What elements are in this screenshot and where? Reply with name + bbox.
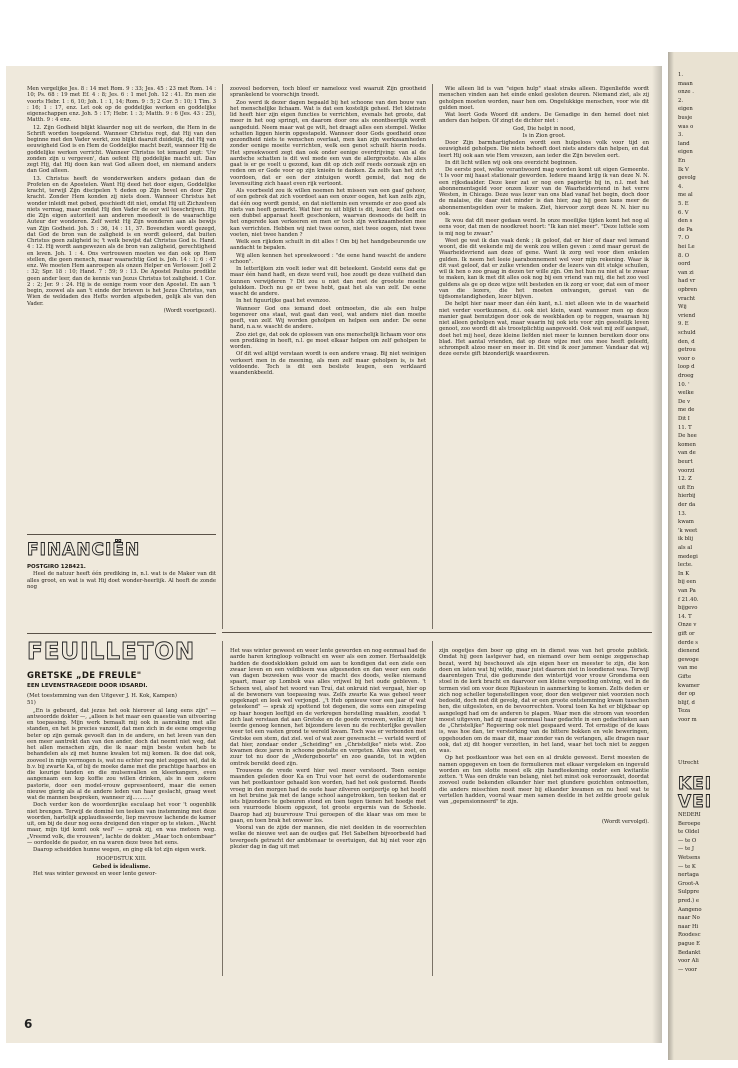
adjacent-line: Sulppre xyxy=(678,889,700,896)
col2-paragraph-4: Wij allen kennen het spreekwoord : "de eene hand wascht de andere schoon". xyxy=(230,252,426,265)
col1-paragraph-2: 12. Zijn Godheid blijkt klaarder nog uit de werken, die Hem in de Schrift worden toegekend. Wanneer Christus regt, dat Hij van den beginne met den Vader werkt, zoo blijkt daaruit duidelijk, dat Hij van eeuwigheid God is en Hem de Goddelijke macht bezit, wanneer Hij de goddelijke werken verricht. Wanneer Christus tot iemand zegt: 'Uw zonden zijn u vergeven', dan oefent Hij goddelijke macht uit. Dan zegt Hij, dat Hij doen kan wat God alleen doet, en niemand anders dan God alleen. xyxy=(27,124,216,175)
adjacent-line: onze . xyxy=(678,89,694,96)
feuilleton-column-2 xyxy=(230,648,426,851)
adjacent-page xyxy=(668,52,738,1060)
adjacent-line: Teza xyxy=(678,708,691,715)
adjacent-line: voor m xyxy=(678,717,697,723)
adjacent-line: als al xyxy=(678,545,693,551)
adjacent-line: opbren xyxy=(678,287,698,293)
adjacent-line: pague E xyxy=(678,941,701,947)
adjacent-line: lecte. xyxy=(678,562,693,569)
col3-paragraph-2: Wat leert Gods Woord dit anders. De Genadige in den hemel doet niet anders dan helpen. Of zingt de dichter niet : xyxy=(439,112,649,125)
feuilleton-top-rule xyxy=(222,632,652,633)
feuilleton-paragraph-2: Doch verder kon de woordenrijke esculaap het voor 't oogenblik niet brengen. Terwijl de dominé ten teeken van instemming met deze woorden, hartelijk applaudisseerde, liep mevrouw lachende de kamer uit, om bij de deur nog eens dreigend den vinger op te steken. „Wacht maar, mijn tijd komt ook wel" — sprak zij, en was meteen weg. „Vreemd volk, die vrouwen", lachte de dokter. „Maar toch ontembaar" — oordeelde de pastor, en na waren deze twee het eens. xyxy=(27,802,216,846)
adjacent-line: voor o xyxy=(678,355,695,362)
feuilleton-paragraph-1: „En is gebeurd, dat jezus het ook hierover al lang eens zijn" — antwoordde dokter —, „alleen is het maar een quaestie van uitvoering en toepassing. Mijn werk bemaalt mij ook in aanraking met alle standen, en het is precies vanzelf, dat men zich in de eene omgeving beter op zijn gemak gevoelt dan in de andere, en het leven van den een meer aantrekt dan van den ander, doch dat neemt niet weg, dat het allen menschen zijn, die ik naar mijn beste weten heb te behandelen als zij met hunne kwalen tot mij komen. Ik doe dat ook, zooveel in mijn vermogen is, wat nu echter nog niet zeggen wil, dat ik b.v. bij zwarte Ka, of bij de moeke dame met die prachtige haarbos en die keurige tanden en die mulsenvallen en kleerkangers, even aangenaam een kop koffie zou willen drinken, als in een zekere pastorie, door een model-vrouw gepresenteerd, maar die eenen nieuwe gierig als al de andere leden van haar geslacht, graag weet wat de mannen bespreken, wanneer zij..........." xyxy=(27,707,216,801)
adjacent-line: NEDERI xyxy=(678,812,701,818)
adjacent-line: Bedankt xyxy=(678,949,701,956)
feuilleton-column-3 xyxy=(439,648,649,827)
adjacent-line: Dit I xyxy=(678,416,690,422)
feuilleton-heading: FEUILLETON xyxy=(27,639,196,665)
column-rule-4 xyxy=(432,641,433,976)
adjacent-line: naar Hi xyxy=(678,923,699,930)
feuilleton-paragraph-3: Daarop scheidden hunne wegen, en ging elk tot zijn eigen werk. xyxy=(33,847,207,853)
adjacent-line: 14. T xyxy=(678,613,692,620)
adjacent-line: naar No xyxy=(678,915,700,922)
adjacent-line: — te O xyxy=(678,837,697,844)
adjacent-line: kwam xyxy=(678,519,694,526)
col2-paragraph-7: Wanneer God ons iemand doet ontmoeten, die als een hulpe tegenover ons staat, wat gaat dan veel, wat anders niet dan moeite geeft, van zelf. Wij worden geholpen en helpen een ander. De eene hand, n.a.w. wascht de andere. xyxy=(230,305,426,331)
adjacent-line: vracht xyxy=(678,295,696,302)
page-number: 6 xyxy=(24,1017,33,1031)
adjacent-line: 12. Z xyxy=(678,476,692,483)
newspaper-page xyxy=(6,66,662,1043)
adjacent-utrecht: Utrecht xyxy=(678,760,699,766)
adjacent-line: 9. E xyxy=(678,321,689,328)
adjacent-line: 7. O xyxy=(678,235,690,242)
col2-paragraph-8: Zoo ziet ge, dat ook de oplossen van ons menschelijk lichaam voor ons een prediking in heeft, n.l. ge moet elkaar helpen om zelf geholpen te worden. xyxy=(230,331,426,350)
adjacent-line: van me xyxy=(678,665,698,672)
adjacent-line: Groot-A xyxy=(678,880,699,887)
verse-line-2: Is in Zion groot. xyxy=(522,132,566,139)
adjacent-line: oord xyxy=(678,261,691,268)
adjacent-line: voorzi xyxy=(678,467,695,474)
section-rule-finance xyxy=(27,534,216,535)
col3-paragraph-5: De eerste post, welke verantwoord mag worden komt uit eigen Gemeente. 't Is voor mij haast stationair geworden. Iedere maand krijg ik van deze N. N. een rijksdaalder. Deze keer zat er nog een papiertje bij in, n.l. met het abonnementsgeld voor onzen lezer van de Waarheidsvriend in het verre Westen, in Chicago. Deze was lezer van ons blad vanaf het begin, doch door de malaise, die daar niet minder is dan hier, zag hij geen kans meer de abonnementsgelden over te maken. Ziet, hiervoor zorgt deze N. N. hier nu ook. xyxy=(439,167,649,217)
adjacent-line: schuld xyxy=(678,330,696,336)
adjacent-heading-2: VEI xyxy=(678,792,713,812)
adjacent-line: bij een xyxy=(678,579,697,586)
adjacent-line: medegi xyxy=(678,553,698,560)
adjacent-line: 'k weet xyxy=(678,527,698,534)
adjacent-line: Aangeno xyxy=(678,906,702,913)
adjacent-line: eigen xyxy=(678,149,693,156)
story-subtitle: EEN LEVENSTRAGEDIE DOOR IDSARDI. xyxy=(27,683,148,689)
adjacent-line: In K xyxy=(678,570,690,577)
column-rule-2 xyxy=(432,84,433,629)
adjacent-line: Gifte xyxy=(678,674,692,680)
adjacent-line: 3. xyxy=(678,132,684,139)
adjacent-line: der op xyxy=(678,691,696,698)
col2-paragraph-5: In letterlijken zin voelt ieder wat dit beteekent. Gesteld eens dat ge maar één hand hadt, en deze werd vuil, hoe zoudt ge deze vuilheid dan kunnen verwijderen ? Dit zou u niet dan met de grootste moeite gelukken. Doch nu ge er twee hebt, gaat het als van zelf. De eene wascht de andere. xyxy=(230,266,426,297)
adjacent-line: getrou xyxy=(678,347,696,354)
adjacent-line: 8. O xyxy=(678,252,690,259)
feuilleton-col3-paragraph-1: zijn oogetjes den boer op ging en in dienst was van het groote publiek. Omdat hij geen lastgever had, en niemand over hem eenige zeggenschap bezat, werd hij beschouwd als zijn eigen heer en meester te zijn, die kon doen en laten wat hij wilde, maar juist daarom niet in loondienst was. Terwijl daarentegen Truí, die gedurende den wintertijd voor vrouw Grondsma een stoel in de kerk bracht en daarvoor een kleine vergoeding ontving, wel in de termen viel om voor deze Rijkssteun in aanmerking te komen. Zelfs deden er zich nog scheller tegenstellingen voor, door den wetgever niet voorzien noch bedoeld, doch met dit gevolg, dat er een groote ontstemming kwam tusschen hen, die uitgesloten, en de bevoorrechten. Vooral toen Ka het er blijkbaar op aangelegd had om de anderen te plagen. Waar men die stroom van woorden moest uitgeven, had zij maar eenmaal haar gedachte in een gedachteken aan de „Christelijke" Regeering ook niet gespaard werd. Tot ernstige of de kaas is, was hoe dan, ter versterking van de bittere bokken en vele beweringen, opgehouden om de maar dit, maar zonder van de verlangen, alle dragen naar ook, dat zij dit hooger verzetten, in het land, waar het toch niet te zeggen was. xyxy=(439,648,649,754)
col1-paragraph-3: 13. Christus heeft de wonderwerken anders gedaan dan de Profeten en de Apostelen. Want Hij deed het door eigen, Goddelijke kracht, terwijl Zijn discipelen 't deden op Zijn bevel en door Zijn kracht. Zonder Hem konden zij niets doen. Wanneer Christus het wonder inleidt met gebed, geschiedt dit niet, omdat Hij uit Zichzelven niets vermag, maar omdat Hij den Vader de eer wil toeschrijven. Hij die Zijn eigen autoriteit aan anderen meedeelt is de waarachtige Auteur der wonderen. Zelf werkt Hij Zijn wonderen aan als bewijs van Zijn Godheid. Joh. 5 : 36, 14 : 11, 37. Bovendien wordt gezegd, dat God de bron van de zaligheid is en wordt geleerd, dat buiten Christus geen zaligheid is; 't welk bewijst dat Christus God is. Hand. 4 : 12. Hij wordt aangewezen als de bron van zaligheid, gerechtigheid en leven. Joh. 1 : 4. Ons vertrouwen moeten we dan ook op Hem stellen, die geen mensch, maar waarachtig God is. Joh. 14 : 1; 6 : 47 enz. We moeten Hem aanroepen als onzen Helper en Verlosser. Joël 2 : 32; Spr. 18 : 10; Hand. 7 : 59; 9 : 13. De Apostel Paulus predikte geen ander leer, dan de kennis van Jezus Christus tot zaligheid. 1 Cor. 2 : 2; Jer. 9 : 24. Hij is de eenige roem voor den Apostel. En aan 't begin, zoowel als aan 't einde der brieven is het Jezus Christus, van Wien de weldaden des Hefts worden afgebeden, gelijk als van den Vader. xyxy=(27,175,216,307)
adjacent-line: 5. E xyxy=(678,201,689,207)
adjacent-line: Wetsens xyxy=(678,855,701,861)
col3-paragraph-4: In dit licht willen wij ook ons overzicht beginnen. xyxy=(445,159,578,166)
adjacent-line: De hee xyxy=(678,433,697,440)
adjacent-line: me al xyxy=(678,192,693,199)
col1-paragraph-1: Men vergelijke Jes. 8 : 14 met Rom. 9 : 33; Jes. 45 : 23 met Rom. 14 : 10; Ps. 68 : 19 met Ef. 4 : 8; Jes. 6 : 1 met Joh. 12 : 41. En men zie voorts Hebr. 1 : 6, 10; Joh. 1 : 1, 14; Rom. 9 : 5; 2 Cor. 5 : 10; 1 Tim. 3 : 16; 1 : 17, enz. Let ook op de goddelijke werken en goddelijke eigenschappen enz. Joh. 5 : 17; Hebr. 1 : 3; Matth. 9 : 6 (Jes. 43 : 25), Matth. 9 : 4 enz. xyxy=(27,86,216,124)
adjacent-line: de Pa xyxy=(678,226,693,233)
adjacent-line: 6. V xyxy=(678,209,689,216)
adjacent-line: gewoge xyxy=(678,656,699,663)
col3-paragraph-7: Weet ge wat ik dan vaak denk ; ik geloof, dat er hier of daar wel iemand woont, die dit wekende mij de wenk zou willen geven : zend maar gerust de Waarheidsvriend aan deze of gene. Want ik zorg wel voor dien enkelen gulden. Ik neem het leeie jaarabonnement wel voor mijn rekening. Waar ik dit vast geloof, dat er zulke vrienden onder de lezers van dit stukje schuilen, wil ik hen o zoo graag in dezen ter wille zijn. Om het hun nu niet al te zwaar te maken, kan ik met dit alles ook nog bij een vriend van mij, die het zoo veel guldens als ge op deze wijze wilt besteden en ik zorg er voor, dat een of meer van die lezers, die het moeten ontvangen, gerust van de tijdsomstandigheden, lezer blijven. xyxy=(439,237,649,300)
adjacent-line: — te K xyxy=(678,863,696,870)
column-rule-1 xyxy=(222,84,223,629)
adjacent-line: maan xyxy=(678,80,693,87)
column-rule-3 xyxy=(222,641,223,976)
adjacent-line: van zi xyxy=(678,269,694,276)
continued-note: (Wordt vervolgd). xyxy=(601,819,649,826)
adjacent-line: land xyxy=(678,140,690,147)
finance-heading: FINANCIËN xyxy=(27,540,141,560)
col2-paragraph-6: In het figuurlijke gaat het evenzoo. xyxy=(236,298,331,305)
adjacent-line: welke xyxy=(678,390,694,397)
adjacent-line: — te J xyxy=(678,846,695,853)
adjacent-line: gevolg xyxy=(678,175,696,182)
adjacent-line: vriend xyxy=(678,312,696,319)
adjacent-line: kwamer xyxy=(678,682,700,689)
col2-paragraph-3: Als voorbeeld zou ik willen noemen het missen van een gaaf gehoor, of een gebrek dat zich voordoet aan een onzer oogen, het kan zelfs zijn, dat één oog wordt gemist, en dat niettemin een vreemde er zoo goed als niets van heeft gemerkt. Wat hier nu uit blijkt is dit, lezer, dat God ons een dubbel apparaat heeft geschonken, waarvan desnoods de helft in het ongerede kan verkeeren en men er toch zijn werkzaamheden mee kan verrichten. Hebben wij niet twee ooren, niet twee oogen, niet twee voeten, niet twee handen ? xyxy=(230,188,426,238)
feuilleton-paragraph-4: Het was winter geweest en weer lente geworden en nog eenmaal had de aarde haren kringloop volbracht en weer als een zomer. Herhaaldelijk hadden de doodsklokken geluid om aan te kondigen dat een ziele een zwaar leven en een veldbloem was afgesneden en dan weer een oude van dagen bezweken was voor de macht des doods, welke niemand spaart, maar op Lombok was alles vrijwel bij het oude gebleven. 't Scheen wel, alsof het woord van Truí, dat onkruid niet vergaat, hier op al de bewoners van toepassing was. Zelfs zwarte Ka was geheel weer opgeknapt en leek wel verjongd. „'t Heb opnieuw voor een jaar of wat geteekend" — sprak zij spottend tot degenen, die soms een zinspeling op haar hoogen leeftijd en de verkregen herstelling maakten, zoodat 't zich laat verstaan dat aan Gretske en de goede vrouwen, welke zij hier leerde genoeg kennen, het bijzondere leven nu de rechterlijke gevallen weer tot een vasten grond te wereld kwam. Toch was er verbonden met Gretske een stem, dat ziel. wel of wat zeer gewenscht — verteld werd of dat hier, zondaar onder „Scheiding" en „Christelijke" niets wist. Zoo kwamen deze jaren in schoone gestalte en vergeten. Alles was zoet, en zuur tot nu door de „Wedergeboorte" en zoo gaande, tot in wijden omtrek bereikt deed zijn. xyxy=(230,648,426,767)
postgiro-number: POSTGIRO 128421. xyxy=(27,564,86,570)
adjacent-line: bijgevo xyxy=(678,605,698,612)
adjacent-line: droeg xyxy=(678,373,694,379)
adjacent-line: 4. xyxy=(678,183,684,190)
adjacent-line: van de xyxy=(678,450,696,457)
adjacent-line: den s xyxy=(678,218,693,225)
adjacent-line: Wij xyxy=(678,304,687,311)
adjacent-line: den, d xyxy=(678,338,695,345)
adjacent-line: gift or xyxy=(678,631,695,637)
adjacent-line: Roodesc xyxy=(678,932,701,939)
column-2 xyxy=(230,86,426,377)
adjacent-line: derde s xyxy=(678,639,698,646)
column-1 xyxy=(27,86,216,315)
col3-paragraph-8: De helpt hier naar meer dan één kant, n.l. niet alleen wie in de waarheid niet verder voortkunnen, d.i. ook niet klein, want wanneer men op deze manier gaat benutzigen door ook de weekbladen op te reggen, waaraan hij niet alleen geholpen wat, maar waarin hij ook iets voor zijn geestelijk leven genoot, zoo wordt dit als troostplichtig aangevoeld. Ook wat mij zelf aangaat, doet het mij heel, deze kleine liefden niet meer te kunnen bereiken door ons blad. Het aantal vrienden, dat op deze wijze met ons mee heeft geleefd, schrompelt alzoo meer en meer in. Dit vind ik zeer jammer. Vandaar dat wij deze eerste gift bizonderlijk waardeeren. xyxy=(439,301,649,358)
adjacent-line: loop d xyxy=(678,364,695,371)
adjacent-line: nertaga xyxy=(678,872,699,879)
adjacent-line: uit En xyxy=(678,484,695,491)
adjacent-line: En xyxy=(678,158,686,164)
col2-paragraph-9: Of dit wel altijd verstaan wordt is een andere vraag. Bij niet weinigen verkeert men in de meening, als men zelf maar geholpen is, is het voldoende. Toch is dit een besliste leugen, een verklaard waandenkbeeld. xyxy=(230,351,426,376)
adjacent-line: Ik V xyxy=(678,166,689,173)
adjacent-line: der da xyxy=(678,502,696,508)
adjacent-line: te Oldel xyxy=(678,829,700,836)
adjacent-line: beurt xyxy=(678,459,693,465)
feuilleton-column-1 xyxy=(27,693,216,878)
verse-line-1: God, Die helpt in nood, xyxy=(512,125,576,132)
adjacent-line: eigen xyxy=(678,106,693,113)
col3-paragraph-3: Door Zijn barmhartigheden wordt een hulpeloos volk voor tijd en eeuwigheid geholpen. Die niets behoeft doet niets anders dan helpen, en dat leert Hij ook aan wie Hem vreezen, aan ieder die Zijn bevelen eert. xyxy=(439,140,649,159)
adjacent-line: 2. xyxy=(678,97,684,104)
chapter-title: Gebed is idealisme. xyxy=(92,863,151,870)
adjacent-line: 11. T xyxy=(678,424,692,431)
adjacent-line: van Pa xyxy=(678,588,696,594)
adjacent-heading-1: KEI xyxy=(678,774,713,794)
adjacent-line: dienend xyxy=(678,648,700,655)
adjacent-line: busje xyxy=(678,115,693,121)
adjacent-line: ik blij xyxy=(678,536,694,543)
col2-paragraph-1: zooveel bedorven, toch bleef er namelooz veel waaruit Zijn grootheid sprankelend te voorschijn treedt. xyxy=(230,86,426,99)
adjacent-line: 13. xyxy=(678,510,687,517)
story-title: GRETSKE „DE FREULE" xyxy=(27,671,142,681)
adjacent-line: hierbij xyxy=(678,493,696,500)
permission-note: (Met toestemming van den Uitgever J. H. Kok, Kampen) xyxy=(27,693,177,699)
adjacent-line: 10. ' xyxy=(678,381,690,388)
adjacent-line: was o xyxy=(678,123,694,130)
finance-text: Heel de natuur heeft één prediking in, n.l. wat is de Maker van dit alles groot, en wat is wat Hij doet wonder-heerlijk. Al heeft de zonde nog xyxy=(27,571,216,590)
col3-paragraph-1: Wie alleen lid is van "eigen hulp" staat straks alleen. Eigenliefde wordt menschen vinden aan het einde enkel gesloten deuren. Niemand ziet, als zij geholpen moeten worden, naar hen om. Ongelukkige menschen, voor wie dit gulden moet. xyxy=(439,86,649,111)
adjacent-line: me de xyxy=(678,407,695,414)
episode-number: 51) xyxy=(27,700,36,707)
section-rule-feuilleton xyxy=(27,633,216,634)
adjacent-line: blijf, d xyxy=(678,699,695,706)
col2-paragraph-2: Zoo werd ik dezer dagen bepaald bij het schoone van den bouw van het menschelijke lichaam. Wat is dat een kostelijk geheel. Het kleinste lid heeft hier zijn eigen functies te verrichten, evenals het groote, dat meer in het oog springt, en daarom door ons als onontbeerlijk wordt aangeduid. Neem maar wat ge wilt, het draagt alles een stempel. Welke schatten liggen hierin opgestapeld. Wanneer door Gods goedheid onze gezondheid niets te wenschen overlaat, men kan zijn werkzaamheden zonder eenige moeite verrichten, welk een genot schuilt hierin reeds. Het spreekwoord zegt dan ook onder eenige overdrijving: van al de aardsche schatten is dit wel mede een van de allergrootste. Als alles gaat is er ge voelt u gezond, kan dit op zich zelf reeds oorzaak zijn en reden om er Gode voor op zijn knieën te danken. Za zelfs kan het zich voordoen, dat er een der zintuigen wordt gemist, dat nog de levensuiting zich haast even rijk vertoont. xyxy=(230,99,426,187)
adjacent-line: Onze v xyxy=(678,622,697,629)
adjacent-line: voor Ali xyxy=(678,958,699,965)
feuilleton-col3-paragraph-2: Op het postkantoor was het een en al drukte geweest. Eerst moesten de namen opgegeven en toen de formulieren met elkaar vergeleken en ingevuld worden en ten slotte moest elk zijn handteekening onder een kwitantie zetten. 't Was een drukte van belang, niet het minst ook veroorzaakt, doordat zooveel oude bekenden elkander hier met glundere gezichten ontmoetten, die anders misschien nooit meer bij elkander kwamen en nu heel wat te vertellen hadden, vooral waar men samen deelde in het zelfde groote geluk van „gepensionneerd" te zijn. xyxy=(439,755,649,805)
feuilleton-paragraph-5: Trouwens de vrede werd hier wel meer verstoord. Toen eenige maanden geleden door Ka en Truí voor het eerst de ouderdomsrente van het postkantoor gehaald kon worden, had het ook gestormd. Reeds vroeg in den morgen had de oude haar zilveren oorijzertje op het hoofd en het bruine jak met de lange school aangetrokken, ten teeken dat er iets bijzonders te gebeuren stond en toen tegen tienen het hoedje met een vuurroode bloem opgezet, tot groote ergernis van de Scheele. Daarop had zij buurvrouw Truí geroepen of die klaar was om mee te gaan, en toen brak het onweer los. xyxy=(230,767,426,824)
adjacent-line: — voor xyxy=(678,966,697,973)
feuilleton-paragraph-4-start: Het was winter geweest en weer lente gewor- xyxy=(33,870,157,877)
adjacent-line: had vr xyxy=(678,278,696,285)
col2-paragraph-3b: Welk een rijkdom schuilt in dit alles ! Om bij het handgebeurende uw aandacht te bepalen. xyxy=(230,239,426,252)
adjacent-line: komen xyxy=(678,441,696,448)
adjacent-line: De v xyxy=(678,398,691,405)
finance-section xyxy=(27,564,216,591)
col1-continued-note: (Wordt voortgezet). xyxy=(163,307,216,314)
adjacent-line: f 21.40. xyxy=(678,596,699,603)
feuilleton-paragraph-6: Vooral van de zijde der mannen, die niet deelden in de voorrechten welke de nieuwe wet aan de oudjes gaf. Het Sabelhen bijvoorbeeld had tevergeefs getracht der ambtenaar te overtuigen, dat hij niet voor zijn plezier dag in dag uit met xyxy=(230,825,426,850)
adjacent-line: hei Le xyxy=(678,244,695,250)
chapter-number: HOOFDSTUK XIII. xyxy=(96,856,147,863)
adjacent-line: Beroepe xyxy=(678,820,701,827)
adjacent-line: pred.) e xyxy=(678,898,700,904)
col3-paragraph-6: Ik wou dat dit meer gedaan werd. In onze moeilijke tijden komt het nog al eens voor, dat men de noodkreet hoort: "Ik kan niet meer". "Deze luttele som is mij nog te zwaar." xyxy=(439,218,649,237)
column-3 xyxy=(439,86,649,359)
adjacent-line: 1. xyxy=(678,72,684,78)
